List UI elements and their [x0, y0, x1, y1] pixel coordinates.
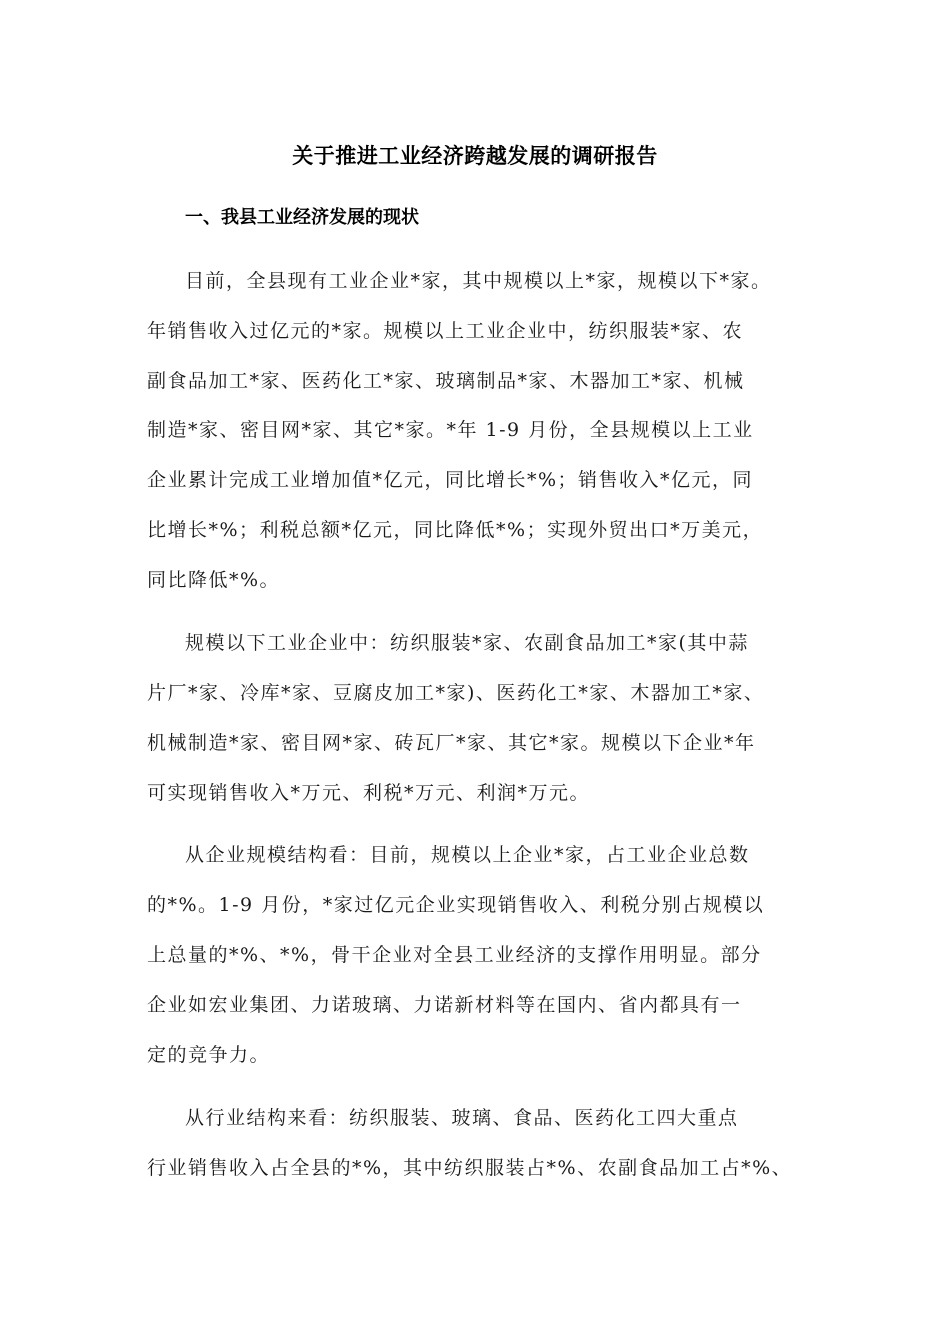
paragraph-4-line-1: 从行业结构来看：纺织服装、玻璃、食品、医药化工四大重点 — [185, 1107, 739, 1129]
paragraph-1-line-2: 年销售收入过亿元的*家。规模以上工业企业中，纺织服装*家、农 — [147, 320, 744, 342]
paragraph-1-line-7: 同比降低*%。 — [147, 569, 281, 591]
paragraph-1-line-4: 制造*家、密目网*家、其它*家。*年 1-9 月份，全县规模以上工业 — [147, 419, 754, 441]
paragraph-2-line-3: 机械制造*家、密目网*家、砖瓦厂*家、其它*家。规模以下企业*年 — [147, 732, 756, 754]
paragraph-2-line-2: 片厂*家、冷库*家、豆腐皮加工*家)、医药化工*家、木器加工*家、 — [147, 682, 765, 704]
paragraph-1-line-1: 目前，全县现有工业企业*家，其中规模以上*家，规模以下*家。 — [185, 270, 772, 292]
paragraph-3-line-2: 的*%。1-9 月份，*家过亿元企业实现销售收入、利税分别占规模以 — [147, 894, 765, 916]
document-title: 关于推进工业经济跨越发展的调研报告 — [292, 143, 658, 168]
paragraph-1-line-6: 比增长*%；利税总额*亿元，同比降低*%；实现外贸出口*万美元， — [147, 519, 764, 541]
paragraph-3-line-3: 上总量的*%、*%，骨干企业对全县工业经济的支撑作用明显。部分 — [147, 944, 762, 966]
section-heading: 一、我县工业经济发展的现状 — [185, 207, 419, 228]
paragraph-3-line-4: 企业如宏业集团、力诺玻璃、力诺新材料等在国内、省内都具有一 — [147, 994, 742, 1016]
paragraph-3-line-5: 定的竞争力。 — [147, 1044, 271, 1066]
paragraph-1-line-3: 副食品加工*家、医药化工*家、玻璃制品*家、木器加工*家、机械 — [147, 370, 745, 392]
paragraph-3-line-1: 从企业规模结构看：目前，规模以上企业*家，占工业企业总数 — [185, 844, 750, 866]
paragraph-2-line-4: 可实现销售收入*万元、利税*万元、利润*万元。 — [147, 782, 591, 804]
paragraph-4-line-2: 行业销售收入占全县的*%，其中纺织服装占*%、农副食品加工占*%、 — [147, 1157, 793, 1179]
paragraph-2-line-1: 规模以下工业企业中：纺织服装*家、农副食品加工*家(其中蒜 — [185, 632, 749, 654]
paragraph-1-line-5: 企业累计完成工业增加值*亿元，同比增长*%；销售收入*亿元，同 — [147, 469, 754, 491]
